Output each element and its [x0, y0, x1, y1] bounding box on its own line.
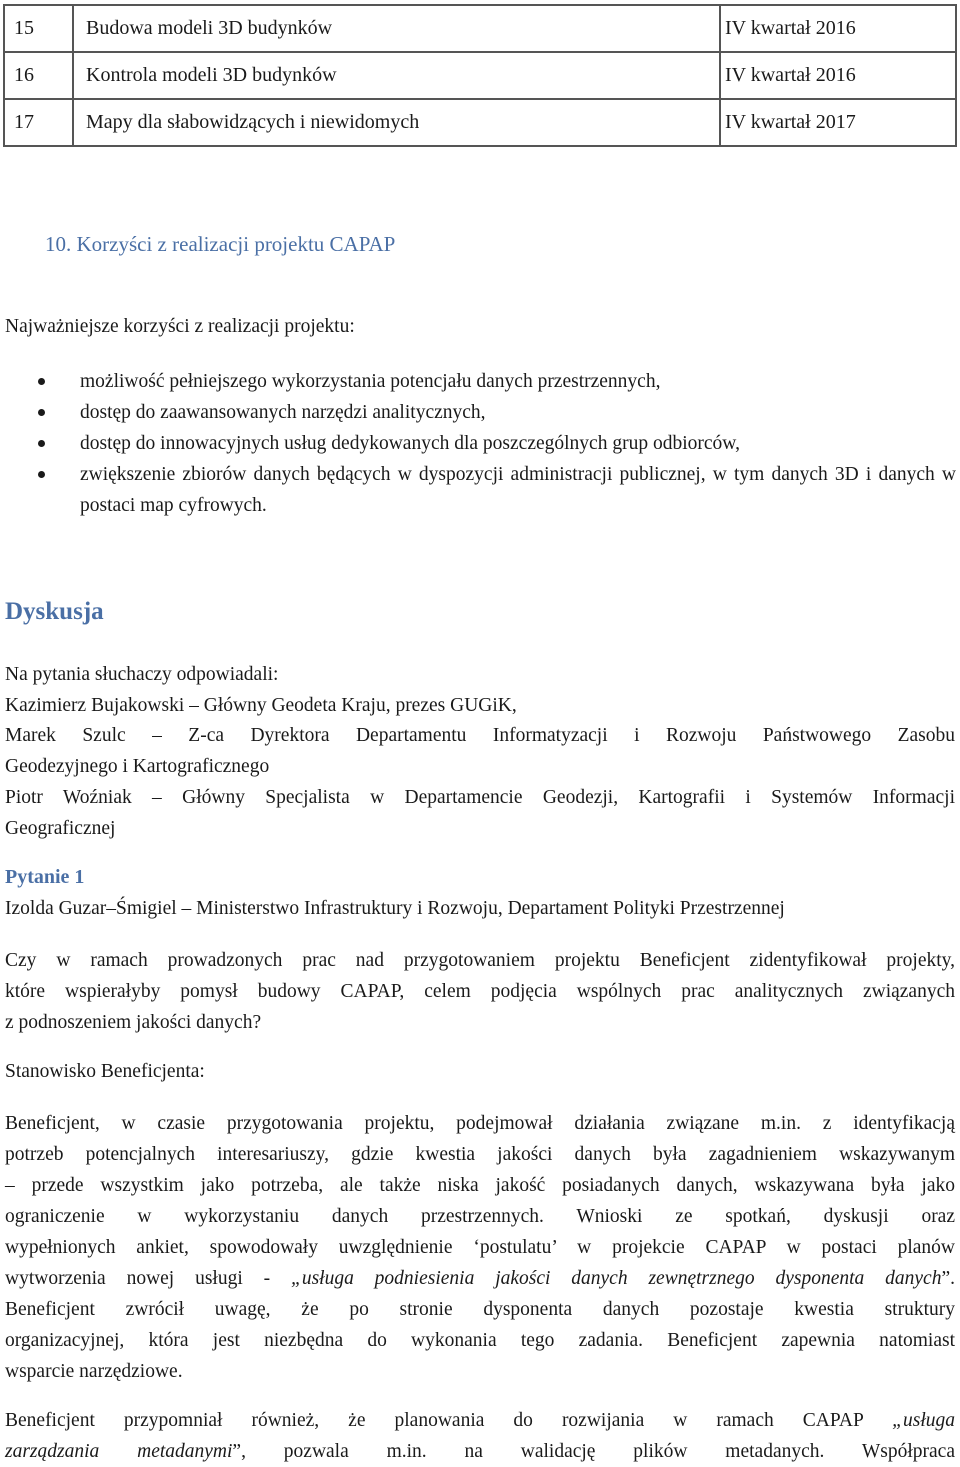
text-line: Geograficznej [5, 818, 116, 839]
text-line: z podnoszeniem jakości danych? [5, 1012, 262, 1033]
answer-paragraph [5, 1108, 955, 1387]
text-line: Marek Szulc – Z-ca Dyrektora Departamentu Informatyzacji i Rozwoju Państwowego Zasobu [5, 725, 955, 746]
stance-label: Stanowisko Beneficjenta: [5, 1061, 205, 1082]
question-text [5, 945, 955, 1038]
list-item: zwiększenie zbiorów danych będących w dyspozycji administracji publicznej, w tym danych 3D i danych w postaci map cyfrowych. [0, 459, 960, 521]
row-date: IV kwartał 2016 [720, 5, 956, 52]
row-date: IV kwartał 2017 [720, 99, 956, 146]
text-line: które wspierałyby pomysł budowy CAPAP, celem podjęcia wspólnych prac analitycznych związanych [5, 981, 955, 1002]
text-line: zarządzania metadanymi”, pozwala m.in. na walidację plików metadanych. Współpraca [5, 1441, 955, 1462]
table-row [4, 52, 956, 99]
benefits-list [0, 366, 960, 521]
question-asker: Izolda Guzar–Śmigiel – Ministerstwo Infrastruktury i Rozwoju, Departament Polityki Przestrzennej [5, 898, 785, 919]
text-line: wytworzenia nowej usługi - „usługa podniesienia jakości danych zewnętrznego dysponenta danych”. [5, 1268, 955, 1289]
quoted-service: „usługa [892, 1410, 955, 1431]
row-number: 15 [4, 5, 73, 52]
discussion-heading: Dyskusja [5, 598, 104, 625]
table-row [4, 5, 956, 52]
list-item: możliwość pełniejszego wykorzystania potencjału danych przestrzennych, [0, 366, 960, 397]
answer-paragraph-2 [5, 1405, 955, 1467]
table-row [4, 99, 956, 146]
quoted-service: zarządzania metadanymi [5, 1441, 233, 1462]
text-line: ograniczenie w wykorzystaniu danych przestrzennych. Wnioski ze spotkań, dyskusji oraz [5, 1206, 955, 1227]
bullet-icon [38, 440, 45, 447]
discussion-intro: Na pytania słuchaczy odpowiadali: [5, 664, 279, 685]
row-task: Budowa modeli 3D budynków [73, 5, 720, 52]
list-item: dostęp do innowacyjnych usług dedykowanych dla poszczególnych grup odbiorców, [0, 428, 960, 459]
row-date: IV kwartał 2016 [720, 52, 956, 99]
question-heading: Pytanie 1 [5, 866, 85, 888]
speaker-paragraph [5, 720, 955, 844]
text-line: – przede wszystkim jako potrzeba, ale także niska jakość posiadanych danych, wskazywana była jako [5, 1175, 955, 1196]
schedule-table [3, 4, 957, 147]
text-line: Piotr Woźniak – Główny Specjalista w Departamencie Geodezji, Kartografii i Systemów Informacji [5, 787, 955, 808]
row-task: Mapy dla słabowidzących i niewidomych [73, 99, 720, 146]
row-task: Kontrola modeli 3D budynków [73, 52, 720, 99]
bullet-icon [38, 471, 45, 478]
row-number: 17 [4, 99, 73, 146]
list-item: dostęp do zaawansowanych narzędzi analitycznych, [0, 397, 960, 428]
text-line: wypełnionych ankiet, spowodowały uwzględnienie ‘postulatu’ w projekcie CAPAP w postaci planów [5, 1237, 955, 1258]
text-line: Beneficjent, w czasie przygotowania projektu, podejmował działania związane m.in. z identyfikacją [5, 1113, 955, 1134]
quoted-service: „usługa podniesienia jakości danych zewnętrznego dysponenta danych [290, 1268, 942, 1289]
text-line: wsparcie narzędziowe. [5, 1361, 183, 1382]
text-line: potrzeb potencjalnych interesariuszy, gdzie kwestia jakości danych była zagadnieniem wskazywanym [5, 1144, 955, 1165]
section-heading: 10. Korzyści z realizacji projektu CAPAP [45, 232, 396, 256]
speaker-line: Kazimierz Bujakowski – Główny Geodeta Kraju, prezes GUGiK, [5, 695, 517, 716]
text-line: Geodezyjnego i Kartograficznego [5, 756, 270, 777]
row-number: 16 [4, 52, 73, 99]
text-line: Beneficjent zwrócił uwagę, że po stronie dysponenta danych pozostaje kwestia struktury [5, 1299, 955, 1320]
bullet-icon [38, 378, 45, 385]
bullet-icon [38, 409, 45, 416]
text-line: Czy w ramach prowadzonych prac nad przygotowaniem projektu Beneficjent zidentyfikował projekty, [5, 950, 955, 971]
text-line: organizacyjnej, która jest niezbędna do wykonania tego zadania. Beneficjent zapewnia natomiast [5, 1330, 955, 1351]
benefits-intro: Najważniejsze korzyści z realizacji projektu: [5, 316, 355, 337]
text-line: Beneficjent przypomniał również, że planowania do rozwijania w ramach CAPAP „usługa [5, 1410, 955, 1431]
